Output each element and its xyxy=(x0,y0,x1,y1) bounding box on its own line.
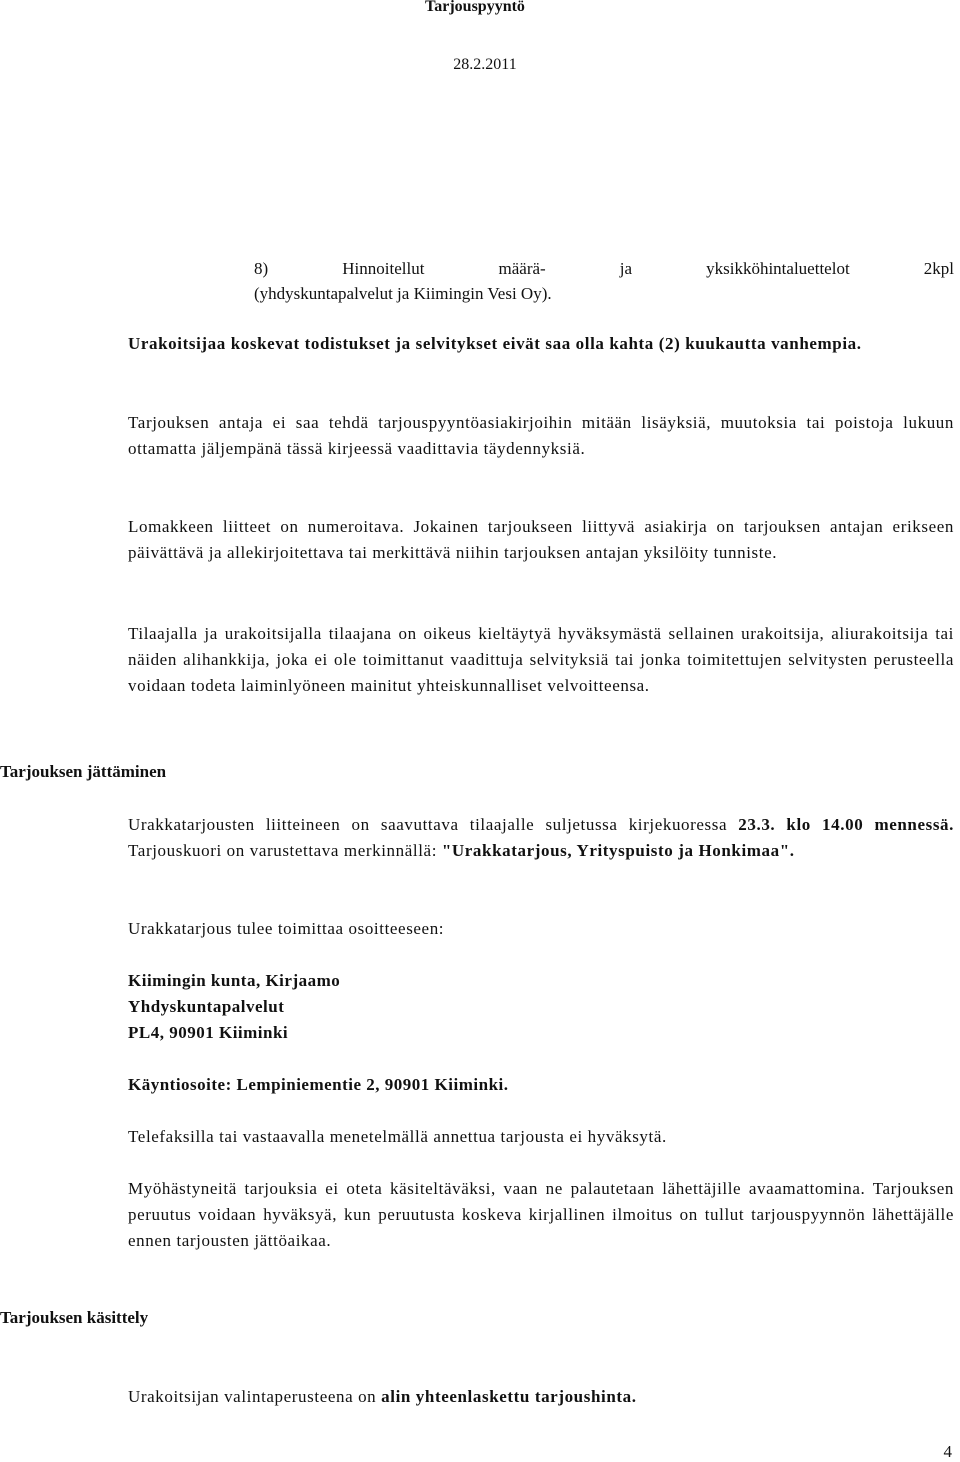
no-changes-paragraph: Tarjouksen antaja ei saa tehdä tarjouspyyntöasiakirjoihin mitään lisäyksiä, muutoksia tai poistoja lukuun ottamatta jäljempänä tässä kirjeessä vaadittavia täydennyksiä. xyxy=(128,413,954,458)
item-word: ja xyxy=(619,259,633,278)
envelope-text: Tarjouskuori on varustettava merkinnällä: xyxy=(128,841,442,860)
page-number: 4 xyxy=(943,1442,952,1461)
address-line: PL4, 90901 Kiiminki xyxy=(128,1023,289,1042)
visit-address: Käyntiosoite: Lempiniementie 2, 90901 Kiiminki. xyxy=(128,1075,509,1094)
certificates-paragraph: Urakoitsijaa koskevat todistukset ja selvitykset eivät saa olla kahta (2) kuukautta vanhempia. xyxy=(128,334,862,353)
deadline-date: 23.3. klo 14.00 mennessä. xyxy=(738,815,954,834)
postal-address xyxy=(128,968,340,1046)
item-number: 8) xyxy=(254,259,269,278)
criteria-bold: alin yhteenlaskettu tarjoushinta. xyxy=(381,1387,637,1406)
address-line: Yhdyskuntapalvelut xyxy=(128,997,285,1016)
item-word: Hinnoitellut xyxy=(342,259,425,278)
item-word: määrä- xyxy=(498,259,546,278)
list-item-8 xyxy=(254,256,954,306)
envelope-marking: "Urakkatarjous, Yrityspuisto ja Honkimaa". xyxy=(441,841,795,860)
document-date: 28.2.2011 xyxy=(453,56,517,73)
item-word: yksikköhintaluettelot xyxy=(706,259,850,278)
criteria-text: Urakoitsijan valintaperusteena on xyxy=(128,1387,382,1406)
deadline-paragraph xyxy=(128,812,954,864)
late-offers-paragraph: Myöhästyneitä tarjouksia ei oteta käsiteltäväksi, vaan ne palautetaan lähettäjille avaamattomina. Tarjouksen peruutus voidaan hyväksyä, kun peruutusta koskeva kirjallinen ilmoitus on tullut tarjouspyynnön lähettäjälle ennen tarjousten jättöaikaa. xyxy=(128,1179,954,1250)
numbering-paragraph: Lomakkeen liitteet on numeroitava. Jokainen tarjoukseen liittyvä asiakirja on tarjouksen antajan erikseen päivättävä ja allekirjoitettava tai merkittävä niihin tarjouksen antajan yksilöity tunniste. xyxy=(128,517,954,562)
item-word: 2kpl xyxy=(923,259,954,278)
list-item-8-line1 xyxy=(254,256,954,281)
address-line: Kiimingin kunta, Kirjaamo xyxy=(128,971,341,990)
deadline-text: Urakkatarjousten liitteineen on saavuttava tilaajalle suljetussa kirjekuoressa xyxy=(128,815,739,834)
deliver-to-paragraph: Urakkatarjous tulee toimittaa osoitteeseen: xyxy=(128,919,445,938)
criteria-paragraph xyxy=(128,1384,954,1410)
fax-paragraph: Telefaksilla tai vastaavalla menetelmällä annettua tarjousta ei hyväksytä. xyxy=(128,1127,667,1146)
rights-paragraph: Tilaajalla ja urakoitsijalla tilaajana on oikeus kieltäytyä hyväksymästä sellainen urakoitsija, aliurakoitsija tai näiden alihankkija, joka ei ole toimittanut vaadittuja selvityksiä tai jonka toimitettujen selvitysten perusteella voidaan todeta laiminlyöneen mainitut yhteiskunnalliset velvoitteensa. xyxy=(128,624,954,695)
section-heading-processing: Tarjouksen käsittely xyxy=(0,1308,149,1327)
list-item-8-line2: (yhdyskuntapalvelut ja Kiimingin Vesi Oy). xyxy=(254,284,552,303)
document-title: Tarjouspyyntö xyxy=(425,0,525,15)
section-heading-submission: Tarjouksen jättäminen xyxy=(0,762,167,781)
